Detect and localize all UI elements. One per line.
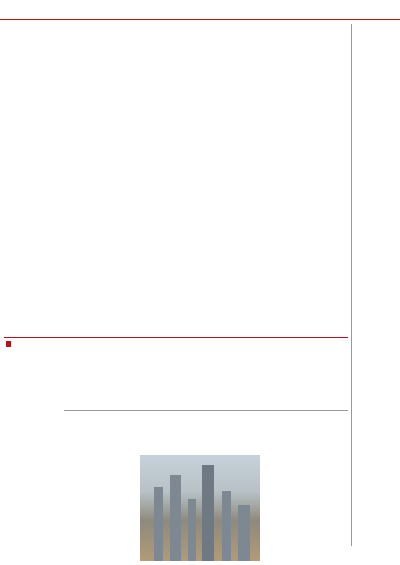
article-two-col-1 xyxy=(6,377,116,406)
photo-building xyxy=(238,505,250,561)
article-three-col-3 xyxy=(264,441,348,546)
column-divider xyxy=(351,24,352,546)
photo-building xyxy=(202,465,214,561)
lead-column-2 xyxy=(121,84,229,160)
article-two-col-2 xyxy=(121,377,229,406)
lead-column-3 xyxy=(234,84,346,96)
article-two-col-4 xyxy=(6,412,62,561)
lead-column-2b xyxy=(121,172,229,336)
section-divider xyxy=(4,337,348,338)
photo-building xyxy=(222,491,231,561)
side-column-intro xyxy=(268,24,348,56)
article-three-col-2 xyxy=(140,441,260,453)
lead-column-1 xyxy=(6,84,116,124)
article-three-col-1 xyxy=(66,441,136,561)
photo-building xyxy=(188,499,196,561)
article-two-col-3 xyxy=(234,377,346,406)
photo-building xyxy=(154,487,163,561)
article-divider xyxy=(64,410,348,411)
lead-column-1b xyxy=(6,136,116,336)
section-label xyxy=(6,340,13,348)
lead-column-3b xyxy=(234,109,346,336)
photo-building xyxy=(170,475,181,561)
city-construction-photo xyxy=(140,455,260,561)
section-marker-icon xyxy=(6,341,11,347)
masthead xyxy=(0,0,400,20)
